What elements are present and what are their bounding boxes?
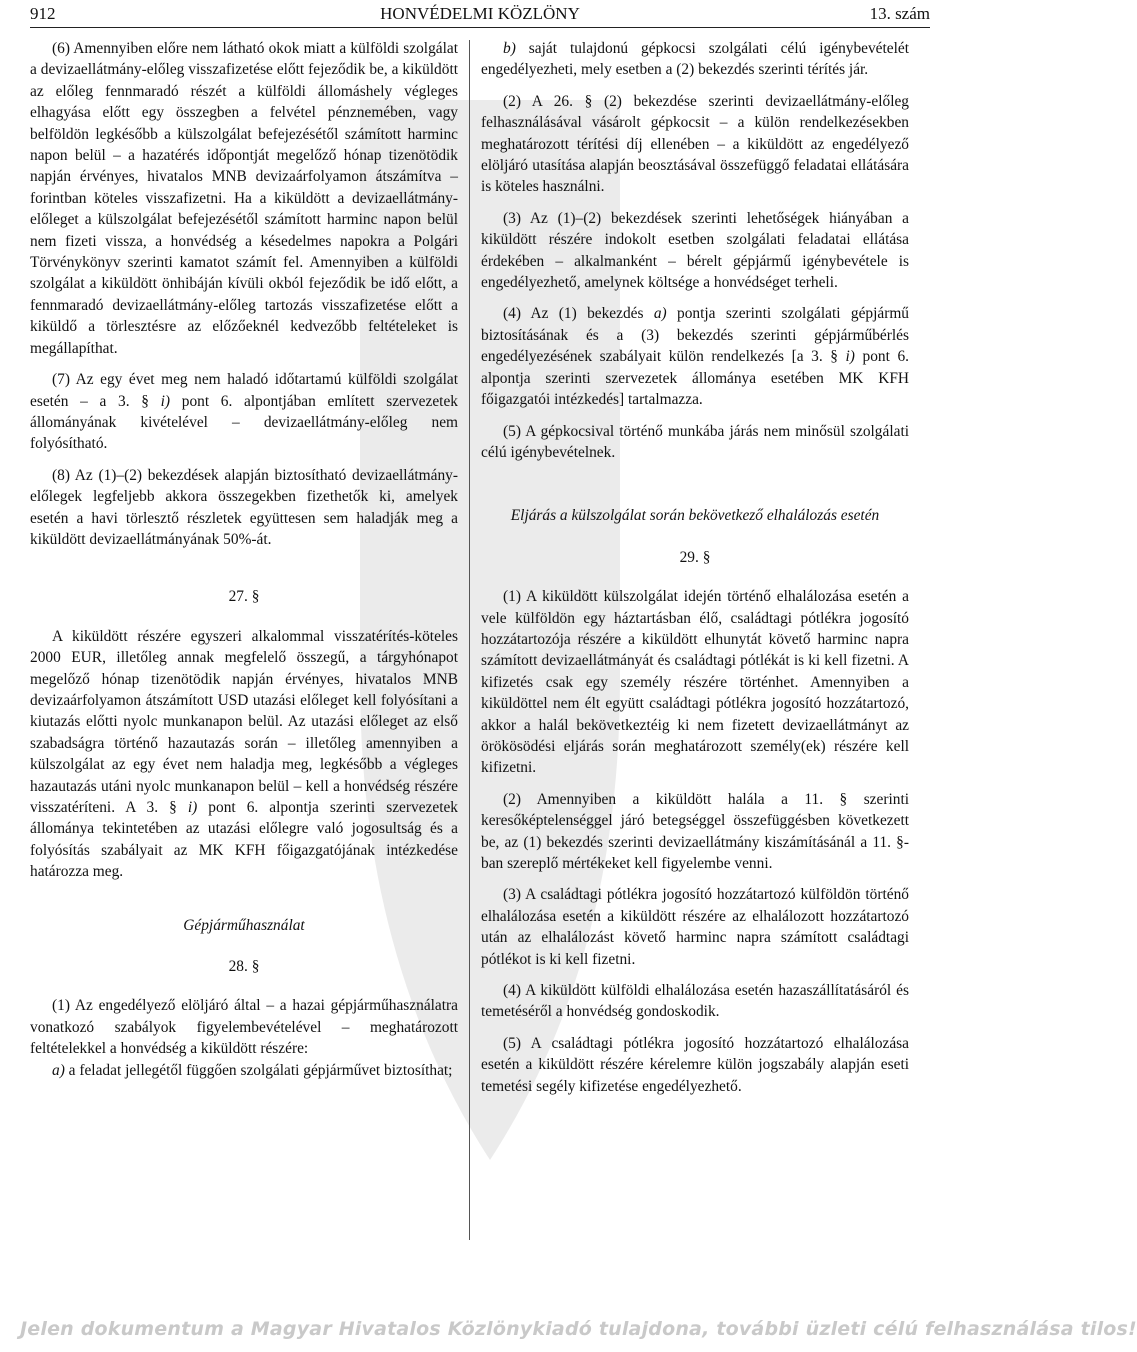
left-column: [30, 38, 458, 1091]
paragraph-28-2: (2) A 26. § (2) bekezdése szerinti devizaellátmány-előleg felhasználásával vásárolt gépkocsit – a külön rendelkezésekben meghatározott térítési díj ellenében – a kiküldött az engedélyező elöljáró utasítása alapján beosztásával összefüggő feladatai ellátására is köteles használni.: [481, 92, 909, 196]
paragraph-29-3: (3) A családtagi pótlékra jogosító hozzátartozó külföldön történő elhalálozása esetén a kiküldött részére az elhalálozott hozzátartozó után az elhalálozást követő harminc napra számított családtagi pótlékot is ki kell fizetni.: [481, 886, 909, 968]
paragraph-28-5: (5) A gépkocsival történő munkába járás nem minősül szolgálati célú igénybevételnek.: [481, 422, 909, 461]
paragraph-26-8: (8) Az (1)–(2) bekezdések alapján biztosítható devizaellátmány-előlegek legfeljebb akkora összegekben fizethetők ki, amelyek esetén a havi törlesztő részletek együttesen sem haladják meg a kiküldött devizaellátmányának 50%-át.: [30, 466, 458, 548]
paragraph-28-1: (1) Az engedélyező elöljáró által – a hazai gépjárműhasználatra vonatkozó szabályok figyelembevételével – meghatározott feltételekkel a honvédség a kiküldött részére:: [30, 997, 458, 1058]
page-number: 912: [30, 4, 56, 23]
page-header: [30, 4, 930, 26]
journal-title: HONVÉDELMI KÖZLÖNY: [380, 4, 580, 23]
paragraph-26-7: (7) Az egy évet meg nem haladó időtartamú külföldi szolgálat esetén – a 3. § i) pont 6. alpontjában említett szervezetek állományának kivételével – devizaellátmány-előleg nem folyósítható.: [30, 371, 458, 453]
section-heading-29: 29. §: [679, 548, 711, 566]
subtitle-vehicle-use: Gépjárműhasználat: [183, 916, 305, 934]
issue-number: 13. szám: [869, 4, 930, 23]
column-separator: [469, 40, 470, 1240]
paragraph-29-5: (5) A családtagi pótlékra jogosító hozzátartozó elhalálozása esetén a kiküldött részére kérelemre külön jogszabály alapján eseti temetési segély kifizetése engedélyezhető.: [481, 1034, 909, 1095]
copyright-footer: Jelen dokumentum a Magyar Hivatalos Közlönykiadó tulajdona, további üzleti célú felhasználása tilos!: [20, 1318, 1137, 1340]
section-heading-28: 28. §: [228, 958, 260, 976]
paragraph-28-1-b: b) saját tulajdonú gépkocsi szolgálati célú igénybevételét engedélyezheti, mely esetben a (2) bekezdés szerinti térítés jár.: [481, 40, 909, 79]
right-column: [481, 38, 909, 1107]
header-rule: [30, 27, 930, 28]
paragraph-28-4: (4) Az (1) bekezdés a) pontja szerinti szolgálati gépjármű biztosításának és a (3) bekezdés szerinti gépjárműbérlés engedélyezésének szabályait külön rendelkezés [a 3. § i) pont 6. alpontja szerinti szervezetek állománya esetében MK KFH főigazgatói intézkedés] tartalmazza.: [481, 305, 909, 409]
paragraph-26-6: (6) Amennyiben előre nem látható okok miatt a külföldi szolgálat a devizaellátmány-előleg visszafizetése előtt fejeződik be, a kiküldött az előleg fennmaradó részét a külföldi állomáshely végleges elhagyása előtt egy összegben a felvétel pénznemében, vagy belföldön legkésőbb a külszolgálat befejezésétől számított harminc napon belül – a hazatérés időpontját megelőző hónap tizenötödik napján érvényes, hivatalos MNB devizaárfolyamon átszámítva – forintban köteles visszafizetni. Ha a kiküldött a devizaellátmány-előleget a külszolgálat befejezésétől számított harminc napon belül nem fizeti vissza, a honvédség a késedelmes napokra a Polgári Törvénykönyv szerinti kamatot számít fel. Amennyiben a külföldi szolgálat a kiküldött önhibáján kívüli okból fejeződik be idő előtt, a fennmaradó devizaellátmány-előleg tartozás visszafizetése előtt a kiküldő a törlesztésre az előzőeknél kedvezőbb feltételeket is megállapíthat.: [30, 40, 458, 357]
subtitle-death-procedure: Eljárás a külszolgálat során bekövetkező elhalálozás esetén: [510, 507, 880, 525]
paragraph-29-4: (4) A kiküldött külföldi elhalálozása esetén hazaszállítatásáról és temetéséről a honvédség gondoskodik.: [481, 982, 909, 1021]
paragraph-27: A kiküldött részére egyszeri alkalommal visszatérítés-köteles 2000 EUR, illetőleg annak megfelelő összegű, a tárgyhónapot megelőző hónap tizenötödik napján érvényes, hivatalos MNB devizaárfolyamon átszámított USD utazási előleget kell folyósítani a kiutazás előtti nyolc munkanapon belül. Az utazási előleget az első szabadságra történő hazautazás során – illetőleg amennyiben a külszolgálat az egy évet nem haladja meg, legkésőbb a végleges hazautazás utáni nyolc munkanapon belül – kell a honvédség részére visszatéríteni. A 3. § i) pont 6. alpontja szerinti szervezetek állománya tekintetében az utazási előlegre való jogosultság és a folyósítás szabályait az MK KFH főigazgatójának intézkedése határozza meg.: [30, 627, 458, 881]
paragraph-28-3: (3) Az (1)–(2) bekezdések szerinti lehetőségek hiányában a kiküldött részére indokolt esetben szolgálati feladatai ellátása érdekében – alkalmanként – bérelt gépjármű igénybevétele is engedélyezhető, amelynek költsége a honvédséget terheli.: [481, 209, 909, 292]
paragraph-28-1-a: a) a feladat jellegétől függően szolgálati gépjárművet biztosíthat;: [52, 1061, 453, 1079]
paragraph-29-2: (2) Amennyiben a kiküldött halála a 11. § szerinti keresőképtelenséggel járó betegséggel összefüggésben következett be, az (1) bekezdés szerinti devizaellátmány kiszámításánál a 11. §-ban szereplő mértékeket kell figyelembe venni.: [481, 790, 909, 872]
section-heading-27: 27. §: [228, 588, 260, 606]
paragraph-29-1: (1) A kiküldött külszolgálat idején történő elhalálozása esetén a vele külföldön egy háztartásban élő, családtagi pótlékra jogosító hozzátartozója részére a kiküldött elhunytát követő harminc napra számított devizaellátmányát és családtagi pótlékát is ki kell fizetni. A kifizetés csak egy személy részére történhet. Amennyiben a kiküldöttel nem élt együtt családtagi pótlékra jogosító hozzátartozó, akkor a halál bekövetkeztéig ki nem fizetett devizaellátmányt az örökösödési eljárás során meghatározott személy(ek) részére kell kifizetni.: [481, 588, 909, 777]
